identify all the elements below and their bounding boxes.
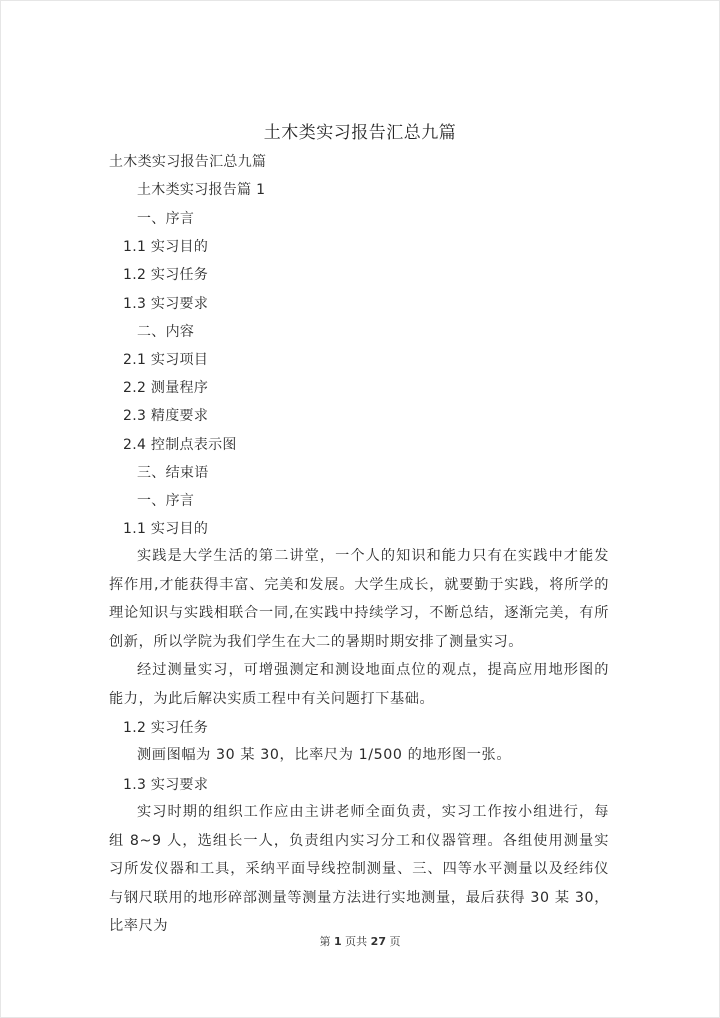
outline-item: 2.4 控制点表示图 [123, 437, 237, 453]
report-heading: 土木类实习报告篇 1 [137, 182, 266, 198]
outline-item: 三、结束语 [137, 465, 209, 481]
document-subtitle: 土木类实习报告汇总九篇 [109, 154, 267, 170]
section-heading: 1.3 实习要求 [123, 777, 209, 793]
body-paragraph: 测画图幅为 30 某 30，比率尺为 1/500 的地形图一张。 [137, 747, 512, 763]
footer-page-number: 1 [334, 935, 342, 948]
footer-total-pages: 27 [370, 935, 386, 948]
body-paragraph: 实践是大学生活的第二讲堂，一个人的知识和能力只有在实践中才能发挥作用,才能获得丰富、完美和发展。大学生成长，就要勤于实践，将所学的理论知识与实践相联合一同,在实践中持续学习，不断总结，逐渐完美，有所创新，所以学院为我们学生在大二的暑期时期安排了测量实习。 [109, 548, 609, 650]
outline-item: 一、序言 [137, 211, 195, 227]
outline-item: 1.2 实习任务 [123, 267, 209, 283]
footer-middle: 页共 [345, 935, 368, 948]
outline-item: 2.3 精度要求 [123, 408, 209, 424]
outline-item: 二、内容 [137, 324, 195, 340]
body-paragraph: 经过测量实习，可增强测定和测设地面点位的观点，提高应用地形图的能力，为此后解决实质工程中有关问题打下基础。 [109, 662, 609, 707]
outline-item: 2.2 测量程序 [123, 380, 209, 396]
page-footer [1, 933, 719, 949]
section-heading: 1.2 实习任务 [123, 720, 209, 736]
outline-item: 2.1 实习项目 [123, 352, 209, 368]
document-title: 土木类实习报告汇总九篇 [263, 123, 457, 143]
outline-item: 1.1 实习目的 [123, 239, 209, 255]
section-heading: 1.1 实习目的 [123, 521, 209, 537]
outline-item: 1.3 实习要求 [123, 296, 209, 312]
footer-suffix: 页 [389, 935, 401, 948]
body-paragraph: 实习时期的组织工作应由主讲老师全面负责，实习工作按小组进行，每组 8~9 人，选组长一人，负责组内实习分工和仪器管理。各组使用测量实习所发仪器和工具，采纳平面导线控制测量、三、四等水平测量以及经纬仪与钢尺联用的地形碎部测量等测量方法进行实地测量，最后获得 30 某 30，比率尺为 [109, 804, 609, 934]
section-heading: 一、序言 [137, 493, 195, 509]
footer-prefix: 第 [319, 935, 331, 948]
